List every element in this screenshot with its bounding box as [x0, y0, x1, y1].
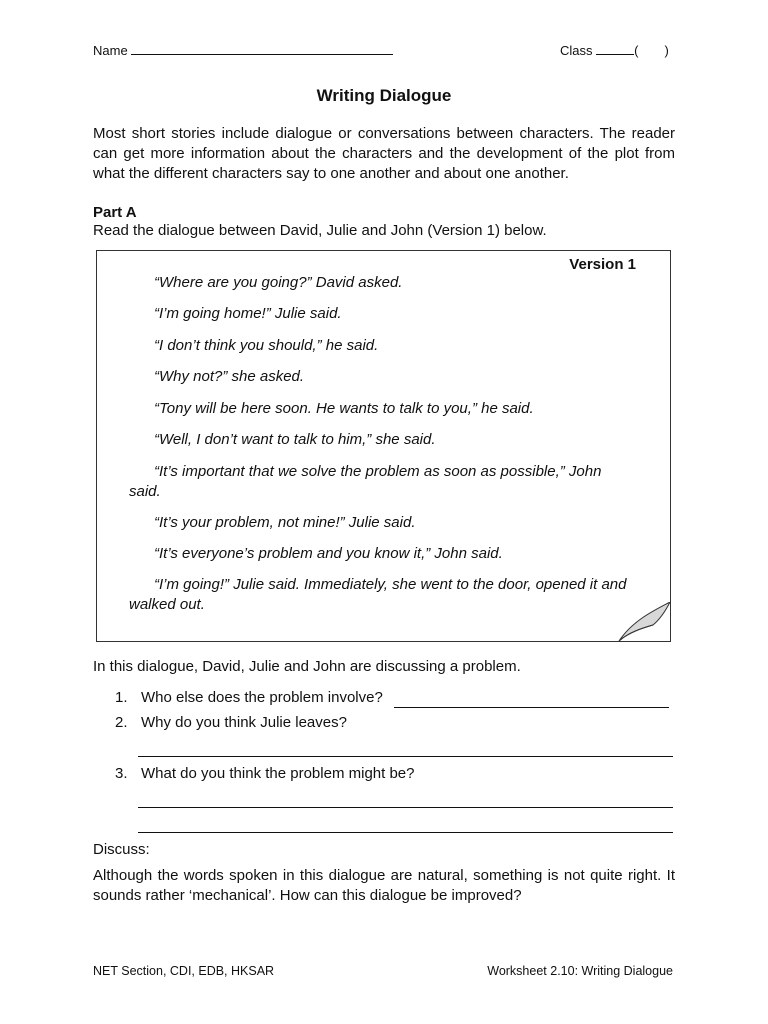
- name-label: Name: [93, 43, 128, 58]
- question-2: 2. Why do you think Julie leaves?: [115, 714, 347, 731]
- dialogue-line: “Where are you going?” David asked.: [154, 274, 403, 291]
- discuss-text: Although the words spoken in this dialogue are natural, something is not quite right. It sounds rather ‘mechanical’. How can this dialogue be improved?: [93, 867, 675, 904]
- page-title: Writing Dialogue: [316, 86, 452, 105]
- version-label: Version 1: [569, 256, 636, 273]
- name-input-line[interactable]: [131, 42, 393, 55]
- dialogue-line: “Why not?” she asked.: [154, 368, 305, 385]
- part-a-heading: Part A: [93, 204, 137, 221]
- answer-line-2[interactable]: [138, 755, 673, 757]
- dialogue-line: “It’s everyone’s problem and you know it,” John said.: [154, 545, 503, 562]
- class-number-close: ): [664, 43, 669, 58]
- answer-line-3a[interactable]: [138, 806, 673, 808]
- questions-intro: In this dialogue, David, Julie and John are discussing a problem.: [93, 658, 521, 675]
- question-1: 1. Who else does the problem involve?: [115, 689, 383, 706]
- dialogue-line: “I don’t think you should,” he said.: [154, 337, 379, 354]
- dialogue-line: “It’s important that we solve the problem as soon as possible,” John said.: [129, 463, 602, 500]
- intro-paragraph: Most short stories include dialogue or conversations between characters. The reader can get more information about the characters and the development of the plot from what the different characters say to one another and about one another.: [93, 125, 675, 182]
- dialogue-line: “I’m going!” Julie said. Immediately, she went to the door, opened it and walked out.: [129, 576, 627, 613]
- dialogue-line: “Tony will be here soon. He wants to talk to you,” he said.: [154, 400, 534, 417]
- name-field: [93, 42, 393, 58]
- question-3: 3. What do you think the problem might be?: [115, 765, 415, 782]
- class-label: Class: [560, 43, 593, 58]
- footer-right: Worksheet 2.10: Writing Dialogue: [487, 964, 673, 978]
- dialogue-line: “I’m going home!” Julie said.: [154, 305, 342, 322]
- dialogue-box: [96, 250, 671, 642]
- page-curl-icon: [615, 602, 671, 642]
- dialogue-line: “Well, I don’t want to talk to him,” she said.: [154, 431, 436, 448]
- part-a-instruction: Read the dialogue between David, Julie and John (Version 1) below.: [93, 222, 547, 239]
- footer-left: NET Section, CDI, EDB, HKSAR: [93, 964, 275, 978]
- answer-line-3b[interactable]: [138, 831, 673, 833]
- class-field: [560, 42, 669, 58]
- answer-line-1[interactable]: [394, 706, 669, 708]
- dialogue-line: “It’s your problem, not mine!” Julie said.: [154, 514, 416, 531]
- discuss-label: Discuss:: [93, 841, 150, 858]
- class-number-open: (: [634, 43, 639, 58]
- class-input-line[interactable]: [596, 42, 634, 55]
